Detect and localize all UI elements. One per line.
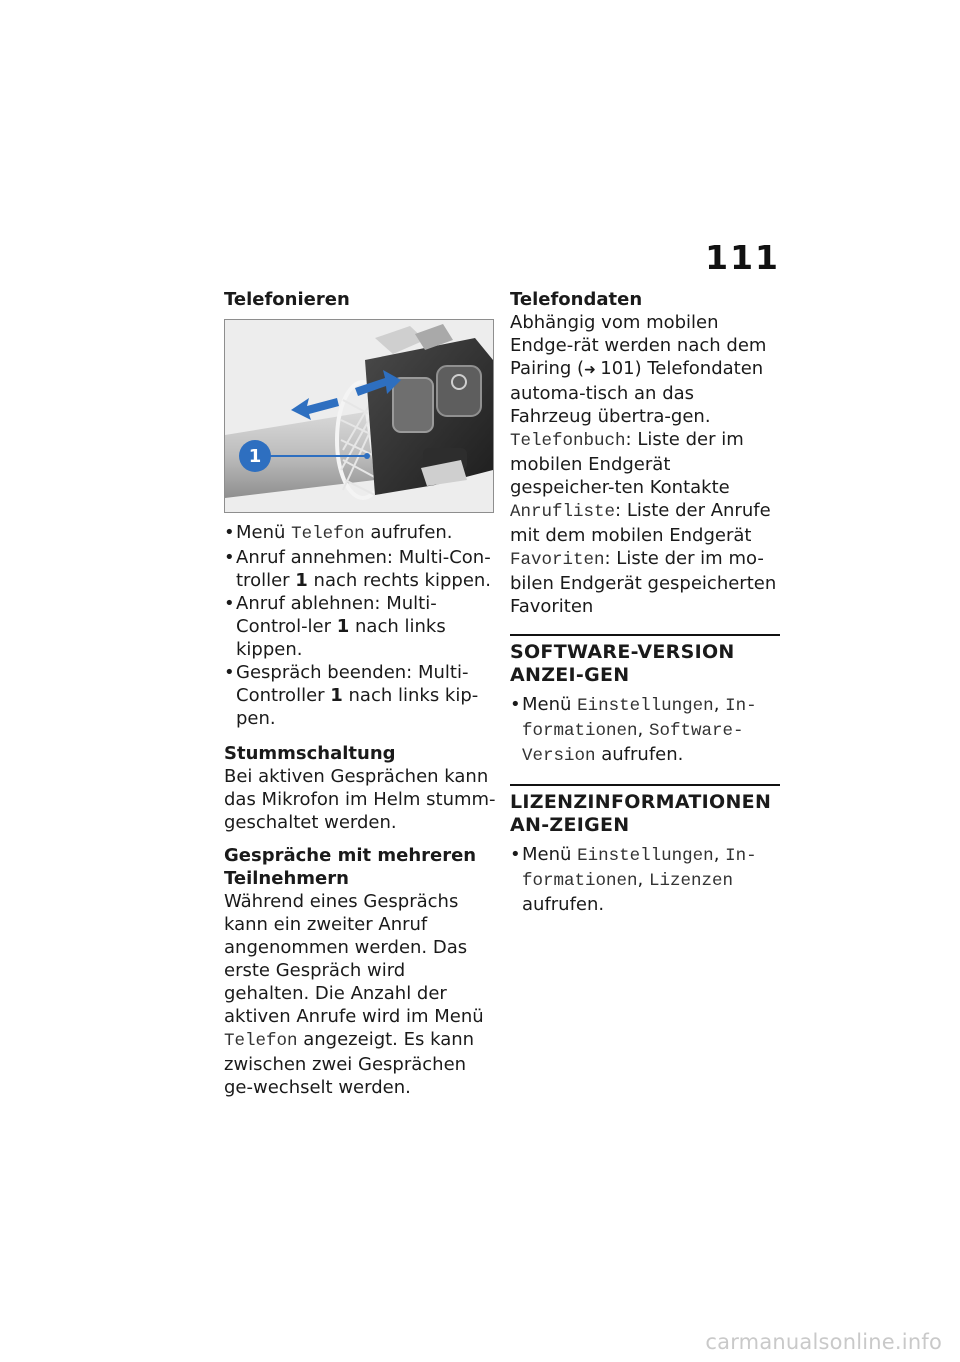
section-heading-telefonieren: Telefonieren [224,289,350,310]
list-item: • Menü Einstellungen, In-formationen, Software-Version aufrufen. [510,693,780,768]
call-steps-list [224,521,496,730]
right-column [510,288,780,928]
entry-favoriten: Favoriten: Liste der im mo-bilen Endgerät gespeicherten Favoriten [510,548,777,617]
left-column [224,288,496,1109]
heading-multiple-participants: Gespräche mit mehreren Teilnehmern [224,845,477,889]
list-item: • Menü Einstellungen, In-formationen, Lizenzen aufrufen. [510,843,780,916]
section-title-software-version: SOFTWARE-VERSION ANZEI-GEN [510,634,780,687]
license-info-list [510,843,780,916]
page-reference-link[interactable]: 101 [600,358,635,379]
page-number: 111 [705,238,780,277]
section-title-license-info: LIZENZINFORMATIONEN AN-ZEIGEN [510,784,780,837]
entry-telefonbuch: Telefonbuch: Liste der im mobilen Endgerät gespeicher-ten Kontakte [510,429,744,498]
arrow-right-icon: ➜ [584,362,601,378]
phone-data-paragraph: Abhängig vom mobilen Endge-rät werden nach dem Pairing (➜ 101) Telefondaten automa-tisch an das Fahrzeug übertra-gen. [510,312,767,427]
handlebar-controller-figure [224,319,494,513]
software-version-list [510,693,780,768]
watermark: carmanualsonline.info [705,1330,942,1354]
list-item: • Menü Telefon aufrufen. [224,521,496,546]
handlebar-illustration [225,320,493,512]
list-item: • Gespräch beenden: Multi-Controller 1 nach links kip-pen. [224,661,496,730]
multi-call-paragraph: Während eines Gesprächs kann ein zweiter Anruf angenommen werden. Das erste Gespräch wird gehalten. Die Anzahl der aktiven Anrufe wird im Menü Telefon angezeigt. Es kann zwischen zwei Gesprächen ge-wechselt werden. [224,891,484,1098]
mute-paragraph: Bei aktiven Gesprächen kann das Mikrofon im Helm stumm-geschaltet werden. [224,766,496,833]
heading-stummschaltung: Stummschaltung [224,743,396,764]
list-item: • Anruf annehmen: Multi-Con-troller 1 nach rechts kippen. [224,546,496,592]
list-item: • Anruf ablehnen: Multi-Control-ler 1 nach links kippen. [224,592,496,661]
entry-anrufliste: Anrufliste: Liste der Anrufe mit dem mobilen Endgerät [510,500,771,546]
heading-telefondaten: Telefondaten [510,289,643,310]
callout-number-1: 1 [248,446,262,467]
